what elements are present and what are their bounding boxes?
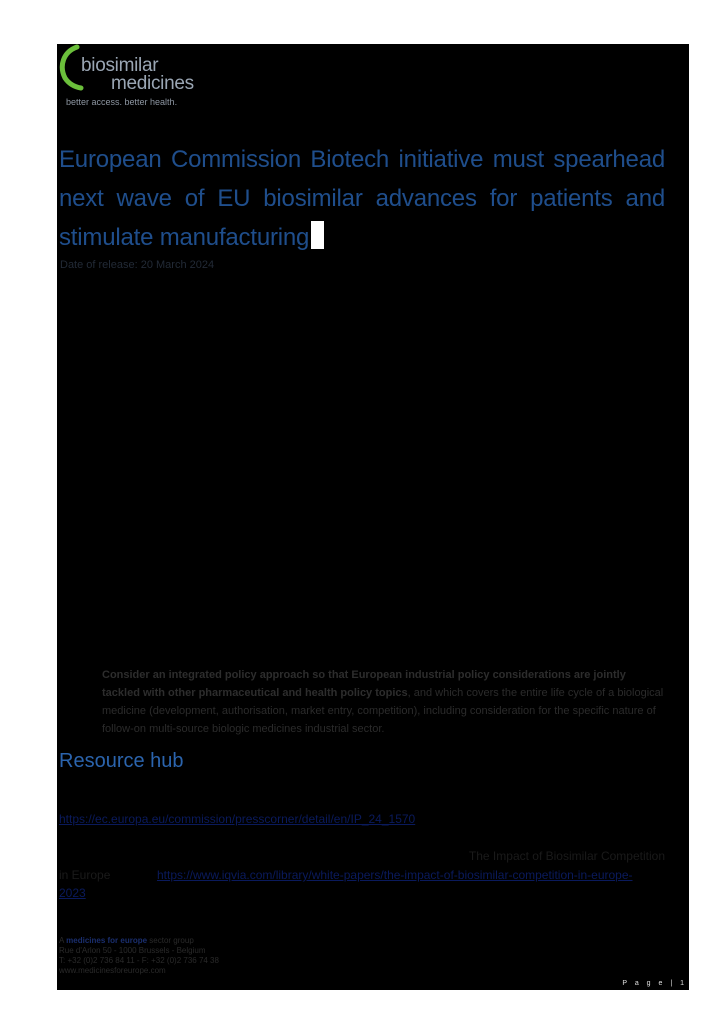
footer-sector-line <box>59 936 219 946</box>
footer-address: Rue d'Arlon 50 - 1000 Brussels - Belgium <box>59 946 206 955</box>
press-release-title <box>59 140 665 257</box>
policy-rest-text: , and which covers the entire life cycle of a biological medicine (development, authorisation, market entry, competition), including consideration for the specific nature of follow-on multi-source biologic medicines industrial sector. <box>102 687 664 735</box>
footer-web: www.medicinesforeurope.com <box>59 966 166 975</box>
iqvia-report-link[interactable]: https://www.iqvia.com/library/white-papers/the-impact-of-biosimilar-competition-in-europe-2023 <box>59 868 633 900</box>
release-date: Date of release: 20 March 2024 <box>60 259 215 271</box>
logo-tagline: better access. better health. <box>66 97 178 107</box>
footer-phone: T: +32 (0)2 736 84 11 - F: +32 (0)2 736 74 38 <box>59 956 219 965</box>
resource-hub-heading: Resource hub <box>59 750 184 772</box>
text-cursor-block <box>311 221 324 249</box>
title-text: European Commission Biotech initiative must spearhead next wave of EU biosimilar advances for patients and stimulate manufacturing <box>59 146 665 251</box>
footer-group: sector group <box>149 936 194 945</box>
impact-prefix: in Europe <box>59 868 111 882</box>
footer-a: A <box>59 936 64 945</box>
biosimilar-medicines-logo <box>57 44 227 110</box>
document-page <box>57 44 689 990</box>
footer-brand: medicines for europe <box>66 936 148 945</box>
logo-text-medicines: medicines <box>111 73 194 94</box>
impact-report-row <box>59 866 659 902</box>
ec-presscorner-link[interactable]: https://ec.europa.eu/commission/presscorner/detail/en/IP_24_1570 <box>59 812 416 826</box>
logo-text-biosimilar: biosimilar <box>81 55 159 76</box>
policy-paragraph <box>102 666 664 738</box>
footer <box>59 936 219 976</box>
impact-report-title: The Impact of Biosimilar Competition <box>468 849 665 863</box>
page-number: P a g e | 1 <box>622 980 687 987</box>
policy-bold-text: Consider an integrated policy approach so that European industrial policy considerations are jointly tackled with other pharmaceutical and health policy topics <box>102 669 626 699</box>
